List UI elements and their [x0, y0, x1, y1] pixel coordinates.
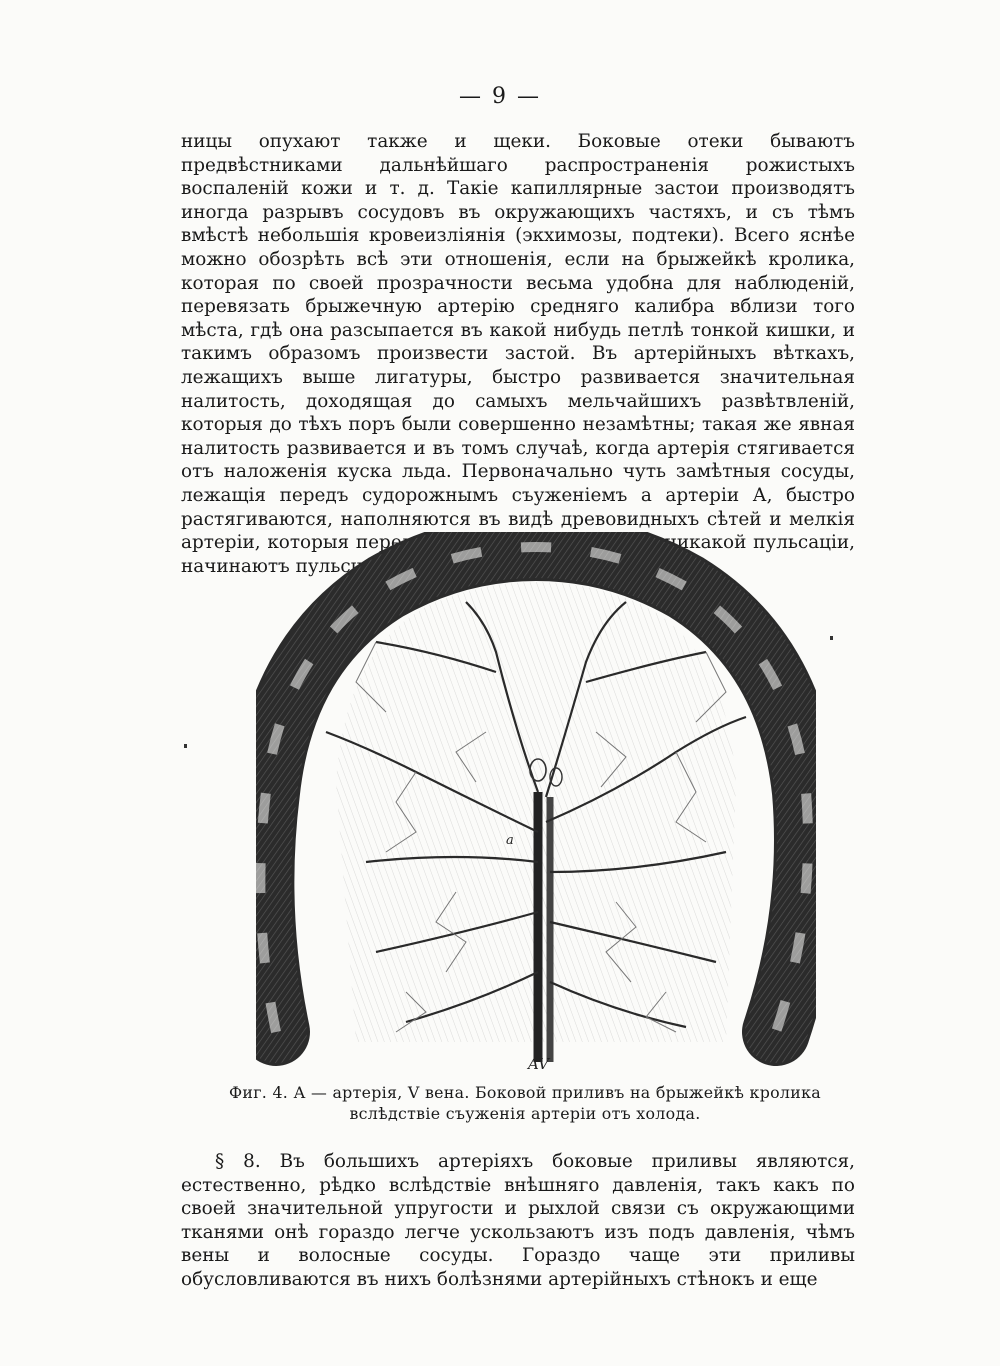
paragraph-top: ницы опухают также и щеки. Боковые отеки бываютъ предвѣстниками дальнѣйшаго распространенія рожистыхъ воспаленій кожи и т. д. Такіе капиллярные застои производятъ иногда разрывъ сосудовъ въ окружающихъ частяхъ, и съ тѣмъ вмѣстѣ небольшія кровеизліянія (экхимозы, подтеки). Всего яснѣе можно обозрѣть всѣ эти отношенія, если на брыжейкѣ кролика, которая по своей прозрачности весьма удобна для наблюденій, перевязать брыжечную артерію средняго калибра вблизи того мѣста, гдѣ она разсыпается въ какой нибудь петлѣ тонкой кишки, и такимъ образомъ произвести застой. Въ артерійныхъ вѣткахъ, лежащихъ выше лигатуры, быстро развивается значительная налитость, доходящая до самыхъ мельчайшихъ развѣтвленій, которыя до тѣхъ поръ были совершенно незамѣтны; такая же явная налитость развивается и въ томъ случаѣ, когда артерія стягивается отъ наложенія куска льда. Первоначально чуть замѣтныя сосуды, лежащія передъ судорожнымъ съуженіемъ а артеріи А, быстро растягиваются, наполняются въ видѣ древовидныхъ сѣтей и мелкія артеріи, которыя передъ тѣмъ не обнаруживали никакой пульсаціи, начинаютъ пульсировать. — [181, 131, 855, 577]
paragraph-bottom — [181, 1150, 855, 1292]
page-number: — 9 — — [459, 84, 541, 109]
stray-mark — [830, 636, 833, 640]
paragraph-bottom-text: § 8. Въ большихъ артеріяхъ боковые приливы являются, естественно, рѣдко вслѣдствіе внѣшняго давленія, такъ какъ по своей значительной упругости и рыхлой связи съ окружающими тканями онѣ гораздо легче ускользаютъ изъ подъ давленія, чѣмъ вены и волосные сосуды. Гораздо чаще эти приливы обусловливаются въ нихъ болѣзнями артерійныхъ стѣнокъ и еще — [181, 1151, 855, 1290]
stray-mark — [184, 744, 187, 748]
figure-label-av: AV — [528, 1055, 549, 1072]
mesentery-engraving — [256, 532, 816, 1072]
figure-mesentery-illustration — [256, 532, 816, 1072]
figure-caption: Фиг. 4. А — артерія, V вена. Боковой приливъ на брыжейкѣ кролика вслѣдствіе съуженія артеріи отъ холода. — [228, 1083, 821, 1123]
figure-label-a: a — [506, 833, 514, 848]
